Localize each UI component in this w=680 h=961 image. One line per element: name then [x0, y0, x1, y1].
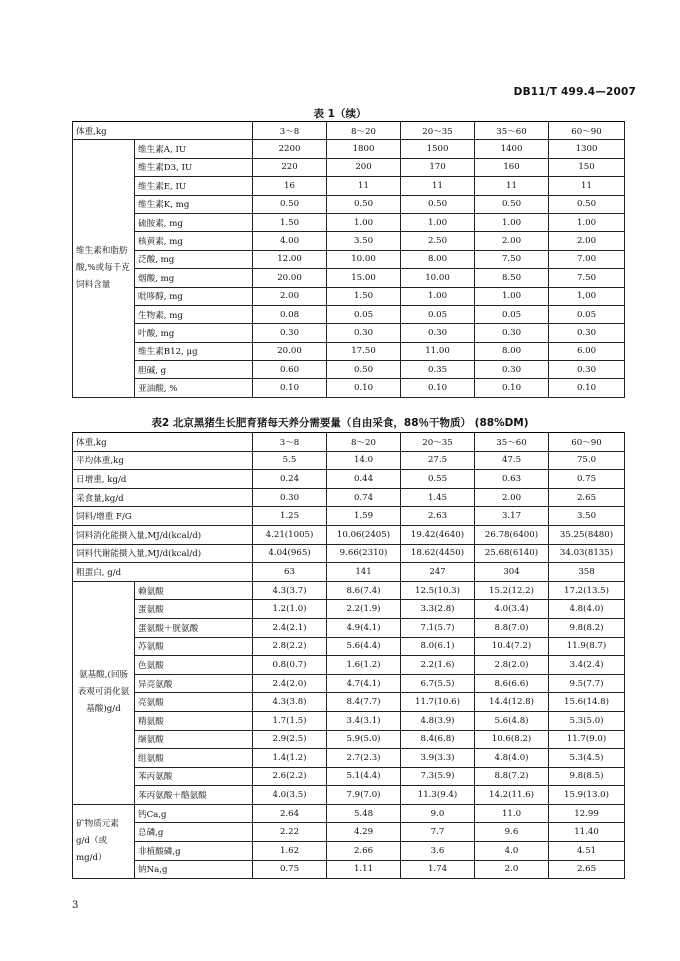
table-row [73, 767, 625, 786]
value-cell: 2200 [253, 140, 327, 158]
value-cell: 0.30 [475, 324, 549, 342]
value-cell: 0.75 [253, 860, 327, 879]
value-cell: 5.3(4.5) [549, 749, 625, 768]
table-row [73, 507, 625, 526]
value-cell: 0.10 [475, 379, 549, 397]
row-label: 色氨酸 [135, 656, 253, 675]
row-label: 饲料消化能摄入量,MJ/d(kcal/d) [73, 525, 253, 544]
value-cell: 11 [401, 177, 475, 195]
value-cell: 1.50 [253, 213, 327, 231]
value-cell: 5.6(4.8) [475, 711, 549, 730]
value-cell: 1.00 [475, 287, 549, 305]
value-cell: 0.30 [549, 324, 625, 342]
value-cell: 4.51 [549, 842, 625, 861]
row-label: 亮氨酸 [135, 693, 253, 712]
table-row [73, 213, 625, 231]
value-cell: 3.4(3.1) [327, 711, 401, 730]
header-row [73, 122, 625, 140]
table-row [73, 342, 625, 360]
table-row [73, 232, 625, 250]
table-row [73, 140, 625, 158]
value-cell: 1.00 [327, 213, 401, 231]
table-row [73, 305, 625, 323]
value-cell: 9.5(7.7) [549, 674, 625, 693]
value-cell: 35.25(8480) [549, 525, 625, 544]
value-cell: 11.7(9.0) [549, 730, 625, 749]
value-cell: 0.30 [327, 324, 401, 342]
value-cell: 5.3(5.0) [549, 711, 625, 730]
value-cell: 1.45 [401, 488, 475, 507]
table-row [73, 379, 625, 397]
value-cell: 2.66 [327, 842, 401, 861]
row-label: 维生素K, mg [135, 195, 253, 213]
table-row [73, 804, 625, 823]
group-label: 氨基酸,(回肠表观可消化氨基酸)g/d [73, 581, 135, 804]
value-cell: 0.10 [253, 379, 327, 397]
value-cell: 0.10 [401, 379, 475, 397]
value-cell: 2.0 [475, 860, 549, 879]
value-cell: 0.05 [327, 305, 401, 323]
value-cell: 0.50 [549, 195, 625, 213]
value-cell: 6.00 [549, 342, 625, 360]
header-cell: 35～60 [475, 122, 549, 140]
value-cell: 12.99 [549, 804, 625, 823]
value-cell: 15.9(13.0) [549, 786, 625, 805]
value-cell: 11.40 [549, 823, 625, 842]
value-cell: 8.4(7.7) [327, 693, 401, 712]
header-cell: 8～20 [327, 433, 401, 452]
value-cell: 11 [549, 177, 625, 195]
value-cell: 0.08 [253, 305, 327, 323]
value-cell: 170 [401, 158, 475, 176]
value-cell: 9.8(8.2) [549, 618, 625, 637]
value-cell: 0.30 [549, 361, 625, 379]
row-label: 苯丙氨酸＋酪氨酸 [135, 786, 253, 805]
value-cell: 5.9(5.0) [327, 730, 401, 749]
table-row [73, 637, 625, 656]
value-cell: 0.44 [327, 470, 401, 489]
value-cell: 220 [253, 158, 327, 176]
value-cell: 7.3(5.9) [401, 767, 475, 786]
value-cell: 8.8(7.0) [475, 618, 549, 637]
value-cell: 9.8(8.5) [549, 767, 625, 786]
value-cell: 4.8(4.0) [475, 749, 549, 768]
table-row [73, 674, 625, 693]
row-label: 赖氨酸 [135, 581, 253, 600]
value-cell: 11.00 [401, 342, 475, 360]
row-label: 组氨酸 [135, 749, 253, 768]
value-cell: 2.00 [549, 232, 625, 250]
header-cell: 8～20 [327, 122, 401, 140]
value-cell: 200 [327, 158, 401, 176]
value-cell: 19.42(4640) [401, 525, 475, 544]
value-cell: 2.00 [475, 232, 549, 250]
value-cell: 0.55 [401, 470, 475, 489]
value-cell: 2.00 [475, 488, 549, 507]
value-cell: 2.2(1.9) [327, 600, 401, 619]
table1-vitamins [72, 121, 625, 398]
value-cell: 15.2(12.2) [475, 581, 549, 600]
row-label: 维生素D3, IU [135, 158, 253, 176]
value-cell: 10.06(2405) [327, 525, 401, 544]
value-cell: 0.30 [253, 324, 327, 342]
table-row [73, 842, 625, 861]
value-cell: 2.63 [401, 507, 475, 526]
value-cell: 1800 [327, 140, 401, 158]
row-label: 烟酸, mg [135, 269, 253, 287]
table-row [73, 451, 625, 470]
value-cell: 8.4(6.8) [401, 730, 475, 749]
value-cell: 358 [549, 563, 625, 582]
value-cell: 150 [549, 158, 625, 176]
row-label: 胆碱, g [135, 361, 253, 379]
value-cell: 4.3(3.8) [253, 693, 327, 712]
table-row [73, 711, 625, 730]
value-cell: 1.6(1.2) [327, 656, 401, 675]
value-cell: 0.50 [253, 195, 327, 213]
header-cell: 20～35 [401, 433, 475, 452]
row-label: 蛋氨酸＋胱氨酸 [135, 618, 253, 637]
value-cell: 0.63 [475, 470, 549, 489]
value-cell: 14.2(11.6) [475, 786, 549, 805]
value-cell: 1.62 [253, 842, 327, 861]
value-cell: 9.0 [401, 804, 475, 823]
row-label: 苏氨酸 [135, 637, 253, 656]
header-cell: 35～60 [475, 433, 549, 452]
value-cell: 15.6(14.8) [549, 693, 625, 712]
value-cell: 11.0 [475, 804, 549, 823]
value-cell: 9.66(2310) [327, 544, 401, 563]
value-cell: 1,00 [549, 287, 625, 305]
row-label: 核黄素, mg [135, 232, 253, 250]
value-cell: 3.50 [327, 232, 401, 250]
value-cell: 10.00 [327, 250, 401, 268]
row-label: 缬氨酸 [135, 730, 253, 749]
row-label: 平均体重,kg [73, 451, 253, 470]
table-row [73, 563, 625, 582]
value-cell: 8.6(7.4) [327, 581, 401, 600]
value-cell: 160 [475, 158, 549, 176]
table-row [73, 250, 625, 268]
value-cell: 14.0 [327, 451, 401, 470]
table2-caption: 表2 北京黑猪生长肥育猪每天养分需要量（自由采食，88％干物质） (88%DM) [151, 417, 529, 429]
row-label: 苯丙氨酸 [135, 767, 253, 786]
value-cell: 0.10 [549, 379, 625, 397]
value-cell: 1.2(1.0) [253, 600, 327, 619]
value-cell: 1500 [401, 140, 475, 158]
value-cell: 11.9(8.7) [549, 637, 625, 656]
value-cell: 1.74 [401, 860, 475, 879]
table-row [73, 656, 625, 675]
value-cell: 7.00 [549, 250, 625, 268]
value-cell: 11 [475, 177, 549, 195]
value-cell: 0.50 [327, 361, 401, 379]
table-row [73, 287, 625, 305]
value-cell: 2.9(2.5) [253, 730, 327, 749]
value-cell: 0.05 [401, 305, 475, 323]
value-cell: 16 [253, 177, 327, 195]
row-label: 日增重, kg/d [73, 470, 253, 489]
value-cell: 7.9(7.0) [327, 786, 401, 805]
table-row [73, 525, 625, 544]
value-cell: 6.7(5.5) [401, 674, 475, 693]
table-row [73, 730, 625, 749]
value-cell: 0.75 [549, 470, 625, 489]
value-cell: 4.3(3.7) [253, 581, 327, 600]
value-cell: 18.62(4450) [401, 544, 475, 563]
value-cell: 8.00 [475, 342, 549, 360]
value-cell: 5.1(4.4) [327, 767, 401, 786]
value-cell: 0.50 [327, 195, 401, 213]
value-cell: 15.00 [327, 269, 401, 287]
value-cell: 0.35 [401, 361, 475, 379]
table-row [73, 488, 625, 507]
table-row [73, 823, 625, 842]
value-cell: 0.8(0.7) [253, 656, 327, 675]
value-cell: 20.00 [253, 342, 327, 360]
row-label: 钙Ca,g [135, 804, 253, 823]
value-cell: 1.00 [549, 213, 625, 231]
value-cell: 0.10 [327, 379, 401, 397]
row-label: 维生素A, IU [135, 140, 253, 158]
row-label: 叶酸, mg [135, 324, 253, 342]
row-label: 维生素E, IU [135, 177, 253, 195]
table-row [73, 581, 625, 600]
value-cell: 1.00 [475, 213, 549, 231]
value-cell: 7.1(5.7) [401, 618, 475, 637]
value-cell: 25.68(6140) [475, 544, 549, 563]
row-label: 饲料代谢能摄入量,MJ/d(kcal/d) [73, 544, 253, 563]
value-cell: 2.64 [253, 804, 327, 823]
value-cell: 47.5 [475, 451, 549, 470]
table-row [73, 177, 625, 195]
value-cell: 141 [327, 563, 401, 582]
value-cell: 12.00 [253, 250, 327, 268]
header-cell: 3～8 [253, 122, 327, 140]
header-cell: 体重,kg [73, 433, 253, 452]
table-row [73, 195, 625, 213]
row-label: 钠Na,g [135, 860, 253, 879]
value-cell: 12.5(10.3) [401, 581, 475, 600]
value-cell: 11 [327, 177, 401, 195]
table-row [73, 749, 625, 768]
value-cell: 1.25 [253, 507, 327, 526]
row-label: 维生素B12, μg [135, 342, 253, 360]
row-label: 非植酸磷,g [135, 842, 253, 861]
value-cell: 10.6(8.2) [475, 730, 549, 749]
value-cell: 4.21(1005) [253, 525, 327, 544]
value-cell: 7.50 [475, 250, 549, 268]
value-cell: 26.78(6400) [475, 525, 549, 544]
value-cell: 11.7(10.6) [401, 693, 475, 712]
table-row [73, 158, 625, 176]
value-cell: 11.3(9.4) [401, 786, 475, 805]
value-cell: 17.50 [327, 342, 401, 360]
value-cell: 2.4(2.1) [253, 618, 327, 637]
page-number: 3 [72, 900, 79, 911]
value-cell: 0.60 [253, 361, 327, 379]
row-label: 精氨酸 [135, 711, 253, 730]
value-cell: 20.00 [253, 269, 327, 287]
value-cell: 8.6(6.6) [475, 674, 549, 693]
value-cell: 2.2(1.6) [401, 656, 475, 675]
row-label: 异亮氨酸 [135, 674, 253, 693]
value-cell: 27.5 [401, 451, 475, 470]
table-row [73, 324, 625, 342]
value-cell: 3.50 [549, 507, 625, 526]
value-cell: 2.4(2.0) [253, 674, 327, 693]
value-cell: 1.59 [327, 507, 401, 526]
value-cell: 34.03(8135) [549, 544, 625, 563]
value-cell: 10.4(7.2) [475, 637, 549, 656]
value-cell: 247 [401, 563, 475, 582]
value-cell: 7.50 [549, 269, 625, 287]
row-label: 总磷,g [135, 823, 253, 842]
value-cell: 9.6 [475, 823, 549, 842]
value-cell: 5.48 [327, 804, 401, 823]
value-cell: 0.50 [401, 195, 475, 213]
table-row [73, 600, 625, 619]
table-row [73, 860, 625, 879]
value-cell: 0.24 [253, 470, 327, 489]
value-cell: 4.29 [327, 823, 401, 842]
value-cell: 3.4(2.4) [549, 656, 625, 675]
value-cell: 1.50 [327, 287, 401, 305]
value-cell: 4.8(3.9) [401, 711, 475, 730]
value-cell: 4.04(965) [253, 544, 327, 563]
value-cell: 2.7(2.3) [327, 749, 401, 768]
header-cell: 60～90 [549, 433, 625, 452]
table1-caption: 表 1（续） [313, 108, 367, 120]
header-cell: 60～90 [549, 122, 625, 140]
document-code: DB11/T 499.4—2007 [513, 86, 636, 98]
value-cell: 1300 [549, 140, 625, 158]
value-cell: 1.4(1.2) [253, 749, 327, 768]
value-cell: 4.0(3.5) [253, 786, 327, 805]
value-cell: 4.00 [253, 232, 327, 250]
table-row [73, 786, 625, 805]
value-cell: 4.0 [475, 842, 549, 861]
row-label: 粗蛋白, g/d [73, 563, 253, 582]
value-cell: 1.11 [327, 860, 401, 879]
value-cell: 0.30 [253, 488, 327, 507]
value-cell: 2.8(2.0) [475, 656, 549, 675]
row-label: 采食量,kg/d [73, 488, 253, 507]
value-cell: 14.4(12.8) [475, 693, 549, 712]
value-cell: 0.30 [401, 324, 475, 342]
table2-daily-requirements [72, 432, 625, 879]
table-row [73, 361, 625, 379]
value-cell: 7.7 [401, 823, 475, 842]
value-cell: 3.3(2.8) [401, 600, 475, 619]
value-cell: 2.65 [549, 860, 625, 879]
value-cell: 63 [253, 563, 327, 582]
value-cell: 3.6 [401, 842, 475, 861]
value-cell: 2.22 [253, 823, 327, 842]
value-cell: 3.17 [475, 507, 549, 526]
value-cell: 1.7(1.5) [253, 711, 327, 730]
row-label: 蛋氨酸 [135, 600, 253, 619]
value-cell: 0.74 [327, 488, 401, 507]
value-cell: 2.65 [549, 488, 625, 507]
value-cell: 4.8(4.0) [549, 600, 625, 619]
value-cell: 75.0 [549, 451, 625, 470]
value-cell: 5.6(4.4) [327, 637, 401, 656]
table-row [73, 544, 625, 563]
value-cell: 4.7(4.1) [327, 674, 401, 693]
row-label: 亚油酸, % [135, 379, 253, 397]
row-label: 硫胺素, mg [135, 213, 253, 231]
value-cell: 2.8(2.2) [253, 637, 327, 656]
value-cell: 304 [475, 563, 549, 582]
value-cell: 4.0(3.4) [475, 600, 549, 619]
value-cell: 0.50 [475, 195, 549, 213]
value-cell: 1.00 [401, 213, 475, 231]
header-row [73, 433, 625, 452]
table-row [73, 693, 625, 712]
value-cell: 4.9(4.1) [327, 618, 401, 637]
value-cell: 10.00 [401, 269, 475, 287]
table-row [73, 269, 625, 287]
value-cell: 8.0(6.1) [401, 637, 475, 656]
row-label: 泛酸, mg [135, 250, 253, 268]
value-cell: 8.8(7.2) [475, 767, 549, 786]
row-label: 饲料/增重 F/G [73, 507, 253, 526]
value-cell: 1.00 [401, 287, 475, 305]
value-cell: 17.2(13.5) [549, 581, 625, 600]
value-cell: 2.00 [253, 287, 327, 305]
row-label: 生物素, mg [135, 305, 253, 323]
value-cell: 0.30 [475, 361, 549, 379]
value-cell: 3.9(3.3) [401, 749, 475, 768]
group-label: 矿物质元素g/d（或mg/d） [73, 804, 135, 878]
header-cell: 体重,kg [73, 122, 253, 140]
value-cell: 2.6(2.2) [253, 767, 327, 786]
row-label: 吡哆醇, mg [135, 287, 253, 305]
value-cell: 5.5 [253, 451, 327, 470]
group-label: 维生素和脂肪酸,%或每千克饲料含量 [73, 140, 135, 397]
value-cell: 1400 [475, 140, 549, 158]
value-cell: 8.50 [475, 269, 549, 287]
header-cell: 20～35 [401, 122, 475, 140]
value-cell: 2.50 [401, 232, 475, 250]
table-row [73, 618, 625, 637]
header-cell: 3～8 [253, 433, 327, 452]
value-cell: 0.05 [549, 305, 625, 323]
value-cell: 0.05 [475, 305, 549, 323]
table-row [73, 470, 625, 489]
value-cell: 8.00 [401, 250, 475, 268]
